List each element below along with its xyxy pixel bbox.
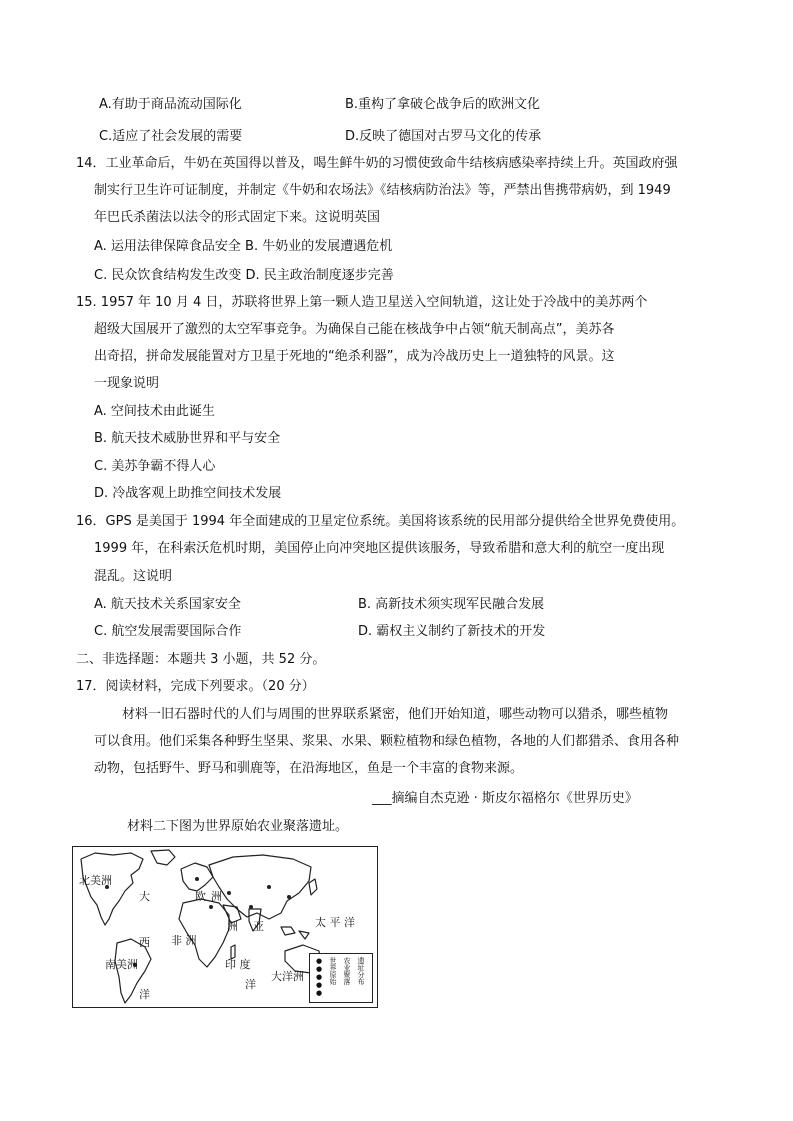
label-europe-ou: 欧 [195, 890, 206, 903]
q17-material1-line2: 可以食用。他们采集各种野生坚果、浆果、水果、颗粒植物和绿色植物，各地的人们都猎杀、食用各种 [94, 734, 680, 749]
label-north-america: 北美洲 [79, 874, 112, 887]
q14-options-cd: C. 民众饮食结构发生改变 D. 民主政治制度逐步完善 [94, 268, 394, 283]
legend-text-3: 遗址分布 [357, 957, 365, 985]
q15-option-c: C. 美苏争霸不得人心 [94, 459, 216, 474]
q15-stem-line2: 超级大国展开了激烈的太空军事竞争。为确保自己能在核战争中占领“航天制高点”，美苏各 [94, 322, 615, 337]
label-africa: 非 洲 [171, 934, 197, 947]
label-atlantic-yang: 洋 [139, 988, 150, 1001]
legend-text-1: 世界原始 [329, 957, 337, 985]
legend-dot-icon: ●●●●● [315, 957, 323, 997]
q16-option-d: D. 霸权主义制约了新技术的开发 [358, 624, 546, 639]
q15-stem-line1: 15. 1957 年 10 月 4 日，苏联将世界上第一颗人造卫星送入空间轨道，这让处于冷战中的美苏两个 [76, 295, 648, 310]
q15-option-a: A. 空间技术由此诞生 [94, 404, 215, 419]
q13-option-d: D.反映了德国对古罗马文化的传承 [345, 129, 542, 144]
q15-stem-line3: 出奇招，拼命发展能置对方卫星于死地的“绝杀利器”，成为冷战历史上一道独特的风景。这 [94, 349, 615, 364]
q17-title: 17．阅读材料，完成下列要求。（20 分） [76, 679, 315, 694]
label-south-america: 南美洲 [105, 958, 138, 971]
q16-stem-line1: 16．GPS 是美国于 1994 年全面建成的卫星定位系统。美国将该系统的民用部分提供给全世界免费使用。 [76, 514, 685, 529]
q14-stem-line1: 14．工业革命后，牛奶在英国得以普及，喝生鲜牛奶的习惯使致命牛结核病感染率持续上升。英国政府强 [76, 156, 678, 171]
q13-option-b: B.重构了拿破仑战争后的欧洲文化 [345, 97, 541, 112]
q16-stem-line2: 1999 年，在科索沃危机时期，美国停止向冲突地区提供该服务，导致希腊和意大利的航空一度出现 [94, 541, 665, 556]
q14-stem-line3: 年巴氏杀菌法以法令的形式固定下来。这说明英国 [94, 210, 381, 225]
q17-source: ___摘编自杰克逊 · 斯皮尔福格尔《世界历史》 [372, 791, 638, 806]
q13-option-a: A.有助于商品流动国际化 [99, 97, 242, 112]
label-atlantic-da: 大 [139, 890, 150, 903]
q16-option-a: A. 航天技术关系国家安全 [94, 597, 241, 612]
label-oceania: 大洋洲 [271, 970, 304, 983]
q14-stem-line2: 制实行卫生许可证制度，并制定《牛奶和农场法》《结核病防治法》等，严禁出售携带病奶，到 1949 [94, 183, 671, 198]
q15-stem-line4: 一现象说明 [94, 376, 160, 391]
label-indian-ocean-yang: 洋 [245, 978, 256, 991]
q16-stem-line3: 混乱。这说明 [94, 569, 173, 584]
q16-option-c: C. 航空发展需要国际合作 [94, 624, 242, 639]
q16-option-b: B. 高新技术须实现军民融合发展 [358, 597, 545, 612]
label-asia-zhou: 洲 [227, 920, 238, 933]
label-pacific: 太 平 洋 [315, 916, 355, 929]
q17-material1-line1: 材料一旧石器时代的人们与周围的世界联系紧密，他们开始知道，哪些动物可以猎杀，哪些植物 [122, 707, 669, 722]
q17-material2: 材料二下图为世界原始农业聚落遗址。 [127, 819, 349, 834]
map-legend [309, 953, 373, 1003]
q15-option-d: D. 冷战客观上助推空间技术发展 [94, 486, 282, 501]
q17-material1-line3: 动物，包括野牛、野马和驯鹿等，在沿海地区，鱼是一个丰富的食物来源。 [94, 761, 524, 776]
world-map-figure [72, 846, 378, 1008]
label-europe-zhou: 洲 [211, 890, 222, 903]
q13-option-c: C.适应了社会发展的需要 [99, 129, 243, 144]
label-indian-ocean: 印 度 [225, 958, 251, 971]
label-atlantic-xi: 西 [139, 936, 150, 949]
q14-options-ab: A. 运用法律保障食品安全 B. 牛奶业的发展遭遇危机 [94, 239, 393, 254]
section-heading: 二、非选择题：本题共 3 小题，共 52 分。 [76, 652, 326, 667]
legend-text-2: 农业聚落 [343, 957, 351, 985]
label-asia-ya: 亚 [253, 920, 264, 933]
q15-option-b: B. 航天技术威胁世界和平与安全 [94, 431, 281, 446]
